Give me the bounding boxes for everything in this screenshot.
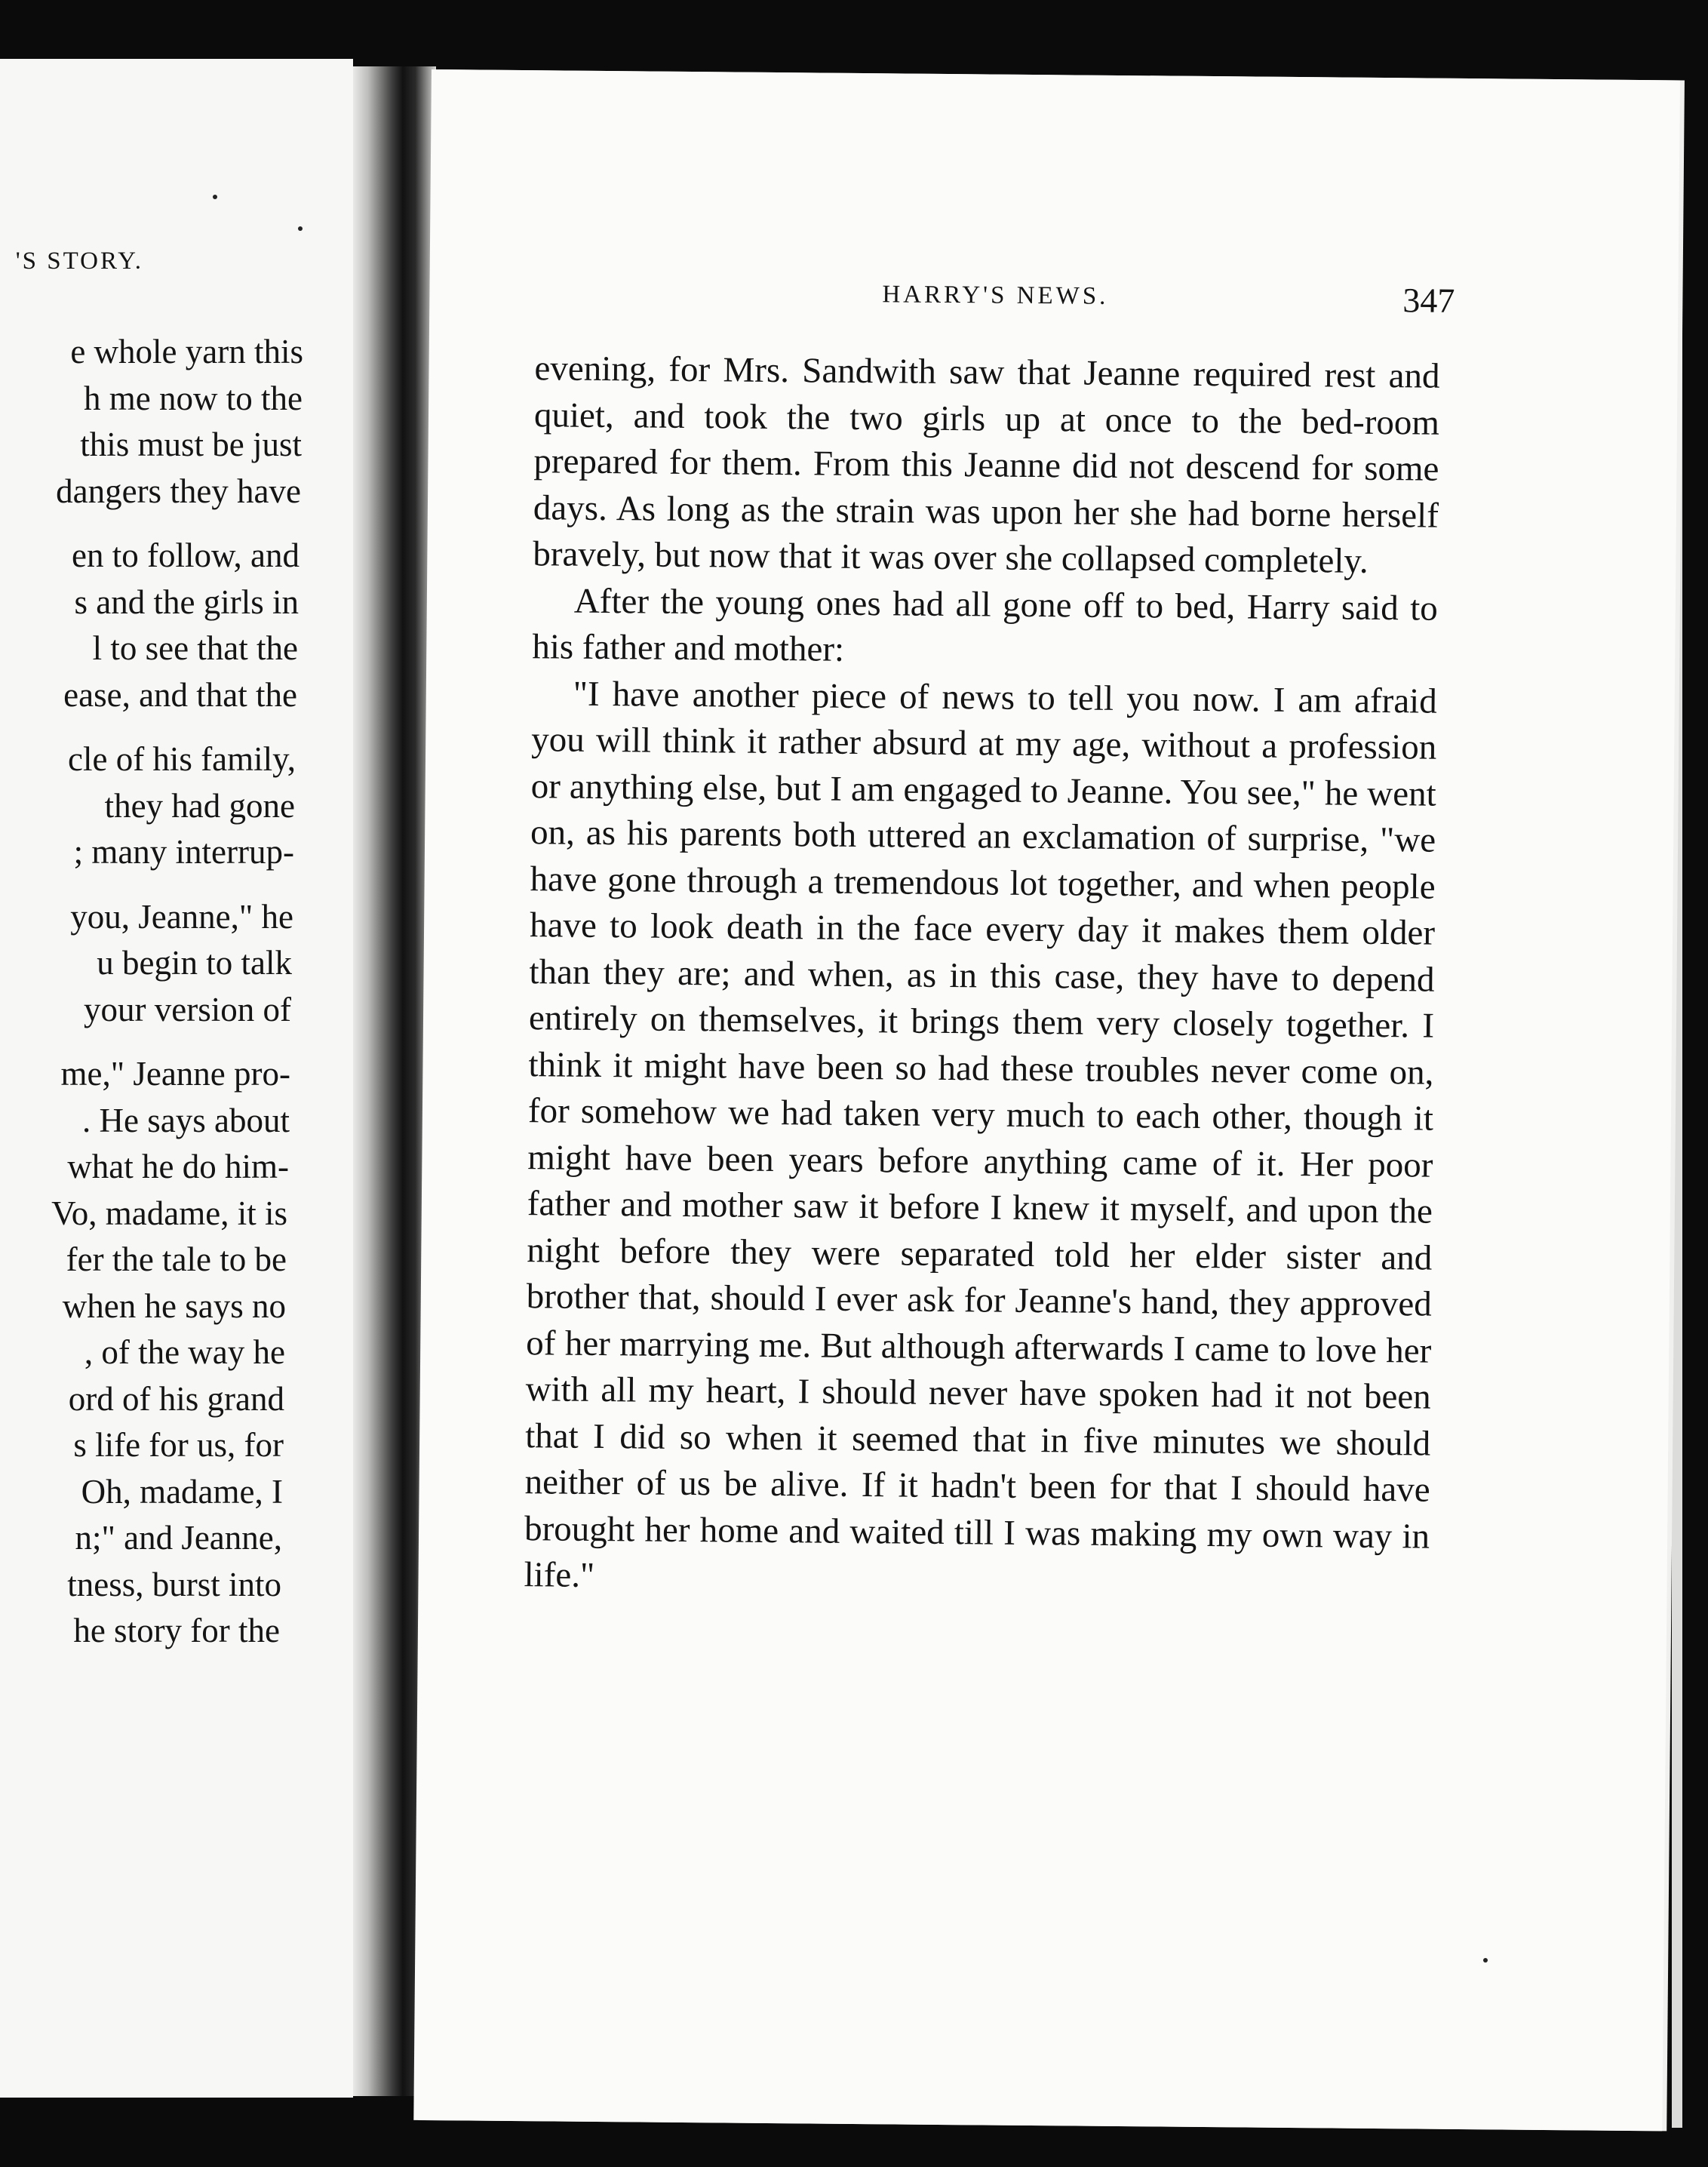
running-head: HARRY'S NEWS. [882,281,1109,310]
paragraph: evening, for Mrs. Sandwith saw that Jeanne required rest and quiet, and took the two girls up at once to the bed-room prepared for them. From this Jeanne did not descend for some days. As long as the strain was upon her she had borne herself bravely, but now that it was over she collapsed completely. [533,349,1440,581]
left-text-line: l to see that the [92,629,298,667]
left-text-line: ease, and that the [63,675,297,714]
left-running-head: 'S STORY. [15,247,143,275]
left-text-line: s life for us, for [73,1426,284,1464]
left-text-line: you, Jeanne," he [70,897,293,936]
paragraph: "I have another piece of news to tell you now. I am afraid you will think it rather absurd at my age, without a profession or anything else, but I am engaged to Jeanne. You see," he went on, as his parents both uttered an exclamation of surprise, "we have gone through a tremendous lot together, and when people have to look death in the face every day it makes them older than they are; and when, as in this case, they have to depend entirely on themselves, it brings them very closely together. I think it might have been so had these troubles never come on, for somehow we had taken very much to each other, though it might have been years before anything came of it. Her poor father and mother saw it before I knew it myself, and upon the night before they were separated told her elder sister and brother that, should I ever ask for Jeanne's hand, they approved of her marrying me. But although afterwards I came to love her with all my heart, I should never have spoken had it not been that I did so when it seemed that in five minutes we should neither of us be alive. If it hadn't been for that I should have brought her home and waited till I was making my own way in life." [524,674,1437,1595]
left-text-line: they had gone [104,786,295,825]
left-text-line: ; many interrup- [73,833,294,871]
left-text-line: your version of [84,990,291,1028]
left-text-line: , of the way he [84,1333,285,1371]
left-text-line: this must be just [80,426,302,463]
left-text-line: tness, burst into [67,1565,281,1603]
left-text-line: Oh, madame, I [81,1472,283,1511]
left-text-line: ord of his grand [68,1379,284,1418]
speck [298,226,303,231]
paragraph: After the young ones had all gone off to bed, Harry said to his father and mother: [532,581,1439,669]
left-text-line: he story for the [73,1612,280,1649]
left-text-line: when he says no [62,1286,286,1325]
left-page [0,59,353,2098]
left-text-line: cle of his family, [68,740,296,778]
left-text-line: n;" and Jeanne, [75,1519,282,1557]
left-text-line: dangers they have [56,472,301,510]
left-text-line: e whole yarn this [70,333,303,370]
left-text-line: u begin to talk [97,944,292,982]
left-text-line: fer the tale to be [66,1240,287,1278]
left-text-line: . He says about [82,1101,290,1139]
page-number: 347 [1402,281,1455,320]
left-text-line: what he do him- [67,1148,289,1185]
speck [1483,1958,1488,1963]
left-text-line: en to follow, and [71,536,300,574]
right-page [413,69,1680,2131]
left-text-line: s and the girls in [74,582,299,621]
left-text-line: h me now to the [84,379,303,417]
left-text-line: Vo, madame, it is [51,1194,287,1232]
left-text-line: me," Jeanne pro- [60,1055,290,1093]
body-text [524,346,1439,1606]
speck [213,195,217,199]
